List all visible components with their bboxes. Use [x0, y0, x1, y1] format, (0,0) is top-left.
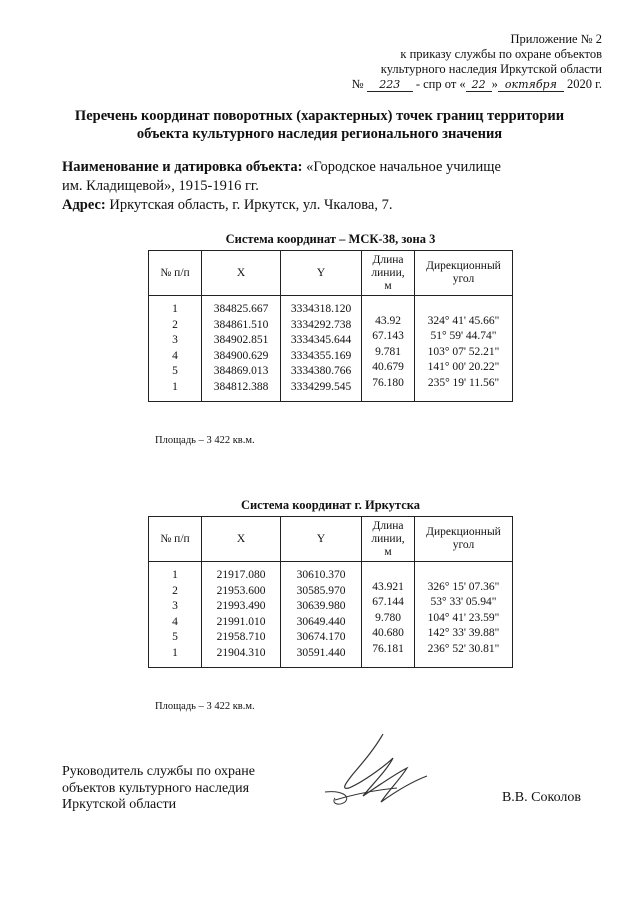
table-cell-value: 53° 33' 05.94": [430, 596, 497, 609]
table-cell-value: 141° 00' 20.22": [427, 361, 500, 374]
order-number-line: [352, 77, 602, 92]
table-cell-value: 3334292.738: [290, 318, 352, 331]
header-length-2: линии,: [371, 266, 405, 279]
title-line-2: объекта культурного наследия регионального значения: [136, 126, 503, 142]
length-cell: [362, 296, 415, 402]
appendix-line-1: Приложение № 2: [510, 32, 602, 46]
header-angle-2: угол: [452, 539, 475, 551]
header-x: X: [202, 251, 281, 296]
coords-table: [148, 516, 513, 668]
number-suffix: - спр от «: [415, 77, 466, 91]
num-column: [149, 296, 201, 401]
table-cell-value: 30610.370: [296, 569, 346, 581]
table-cell-value: 5: [172, 631, 178, 643]
table-cell-value: 40.680: [372, 627, 404, 640]
table-cell-value: 324° 41' 45.66": [427, 314, 500, 327]
angle-column: [415, 300, 512, 398]
table-cell-value: 3334345.644: [290, 334, 352, 346]
table-cell-value: 67.144: [372, 596, 404, 609]
object-address-value: Иркутская область, г. Иркутск, ул. Чкалова, 7.: [109, 197, 393, 213]
length-column: [362, 300, 414, 398]
x-column: [202, 562, 280, 667]
table-cell-value: 21958.710: [216, 631, 266, 643]
table-cell-value: 67.143: [372, 330, 404, 343]
order-month: октября: [498, 79, 564, 92]
x-column: [202, 296, 280, 401]
table-cell-value: 21904.310: [216, 646, 266, 659]
table-cell-value: 9.781: [375, 345, 401, 358]
signatory-title: [62, 764, 255, 814]
header-y: Y: [281, 251, 362, 296]
table-cell-value: 3334380.766: [290, 365, 352, 377]
signatory-line-1: Руководитель службы по охране: [62, 764, 255, 779]
table-caption: Система координат – МСК-38, зона 3: [225, 232, 436, 246]
table-cell-value: 4: [172, 349, 178, 362]
table-cell-value: 30585.970: [296, 584, 346, 597]
table-cell-value: 21991.010: [216, 615, 266, 628]
table-cell-value: 384812.388: [213, 380, 269, 393]
num-cell: [149, 562, 202, 668]
order-day: 22: [466, 79, 492, 92]
table-cell-value: 384869.013: [213, 365, 269, 377]
header-length-1: Длина: [372, 253, 404, 266]
header-y: Y: [281, 517, 362, 562]
header-num: № п/п: [149, 517, 202, 562]
day-close: »: [491, 77, 498, 91]
handwritten-signature: [315, 730, 435, 810]
table-header-row: [149, 517, 513, 562]
table-cell-value: 51° 59' 44.74": [430, 330, 497, 343]
table-cell-value: 30674.170: [296, 631, 346, 643]
x-cell: [202, 296, 281, 402]
table-cell-value: 1: [172, 380, 178, 393]
angle-cell: [415, 296, 513, 402]
angle-cell: [415, 562, 513, 668]
header-length-1: Длина: [372, 519, 404, 532]
table-cell-value: 43.921: [372, 580, 404, 593]
header-length: [362, 517, 415, 562]
area-label-2: Площадь – 3 422 кв.м.: [155, 701, 255, 712]
header-length-3: м: [384, 279, 392, 292]
table-cell-value: 384825.667: [213, 303, 269, 315]
table-cell-value: 236° 52' 30.81": [427, 642, 500, 655]
signatory-line-3: Иркутской области: [62, 797, 177, 812]
y-column: [281, 296, 361, 401]
table-cell-value: 21917.080: [216, 569, 266, 581]
table-cell-value: 21953.600: [216, 584, 266, 597]
coords-table: [148, 250, 513, 402]
number-prefix: №: [351, 77, 364, 91]
coords-table-block-irkutsk: [148, 498, 513, 668]
table-cell-value: 30639.980: [296, 600, 346, 612]
table-cell-value: 1: [172, 646, 178, 659]
table-cell-value: 142° 33' 39.88": [427, 627, 500, 640]
header-length: [362, 251, 415, 296]
object-info: [62, 158, 582, 215]
table-cell-value: 2: [172, 584, 178, 597]
num-cell: [149, 296, 202, 402]
header-angle-2: угол: [452, 273, 475, 285]
order-year: 2020 г.: [567, 77, 602, 91]
table-cell-value: 3334318.120: [290, 303, 352, 315]
table-cell-value: 3: [172, 600, 178, 612]
order-number: 223: [367, 79, 413, 92]
table-cell-value: 30591.440: [296, 646, 346, 659]
angle-column: [415, 566, 512, 664]
header-x: X: [202, 517, 281, 562]
table-cell-value: 76.181: [372, 642, 404, 655]
appendix-line-2: к приказу службы по охране объектов: [400, 47, 602, 61]
header-num: № п/п: [149, 251, 202, 296]
table-cell-value: 1: [172, 569, 178, 581]
table-cell-value: 76.180: [372, 376, 404, 389]
table-cell-value: 40.679: [372, 361, 404, 374]
appendix-header: [352, 32, 602, 92]
num-column: [149, 562, 201, 667]
table-cell-value: 384902.851: [213, 334, 269, 346]
object-name-line: [62, 158, 582, 177]
table-cell-value: 3: [172, 334, 178, 346]
table-cell-value: 43.92: [375, 314, 401, 327]
table-cell-value: 21993.490: [216, 600, 266, 612]
table-cell-value: 3334355.169: [290, 349, 352, 362]
title-line-1: Перечень координат поворотных (характерных) точек границ территории: [74, 108, 565, 124]
y-cell: [281, 562, 362, 668]
object-name-value-2: им. Кладищевой», 1915-1916 гг.: [62, 178, 259, 194]
table-cell-value: 104° 41' 23.59": [427, 611, 500, 624]
table-header-row: [149, 251, 513, 296]
header-angle-1: Дирекционный: [426, 526, 501, 538]
table-cell-value: 5: [172, 365, 178, 377]
object-address-label: Адрес:: [62, 197, 106, 213]
table-caption: Система координат г. Иркутска: [240, 498, 421, 512]
length-column: [362, 566, 414, 664]
table-cell-value: 30649.440: [296, 615, 346, 628]
object-name-label: Наименование и датировка объекта:: [62, 159, 303, 175]
table-body-row: [149, 562, 513, 668]
length-cell: [362, 562, 415, 668]
table-cell-value: 384861.510: [213, 318, 269, 331]
table-cell-value: 103° 07' 52.21": [427, 345, 500, 358]
object-name-value-1: «Городское начальное училище: [306, 159, 501, 175]
object-address-line: [62, 196, 582, 215]
header-length-2: линии,: [371, 532, 405, 545]
table-cell-value: 1: [172, 303, 178, 315]
header-length-3: м: [384, 545, 392, 558]
table-cell-value: 9.780: [375, 611, 401, 624]
header-angle-1: Дирекционный: [426, 260, 501, 272]
signer-name: В.В. Соколов: [501, 790, 581, 805]
table-cell-value: 326° 15' 07.36": [427, 580, 500, 593]
table-cell-value: 3334299.545: [290, 380, 352, 393]
x-cell: [202, 562, 281, 668]
table-cell-value: 235° 19' 11.56": [427, 376, 500, 389]
appendix-line-3: культурного наследия Иркутской области: [380, 62, 602, 76]
coords-table-block-msk38: [148, 232, 513, 402]
header-angle: [415, 517, 513, 562]
y-cell: [281, 296, 362, 402]
table-cell-value: 4: [172, 615, 178, 628]
area-label-1: Площадь – 3 422 кв.м.: [155, 435, 255, 446]
table-body-row: [149, 296, 513, 402]
signatory-line-2: объектов культурного наследия: [62, 780, 250, 796]
header-angle: [415, 251, 513, 296]
y-column: [281, 562, 361, 667]
table-cell-value: 384900.629: [213, 349, 269, 362]
table-cell-value: 2: [172, 318, 178, 331]
document-title: [40, 107, 599, 143]
